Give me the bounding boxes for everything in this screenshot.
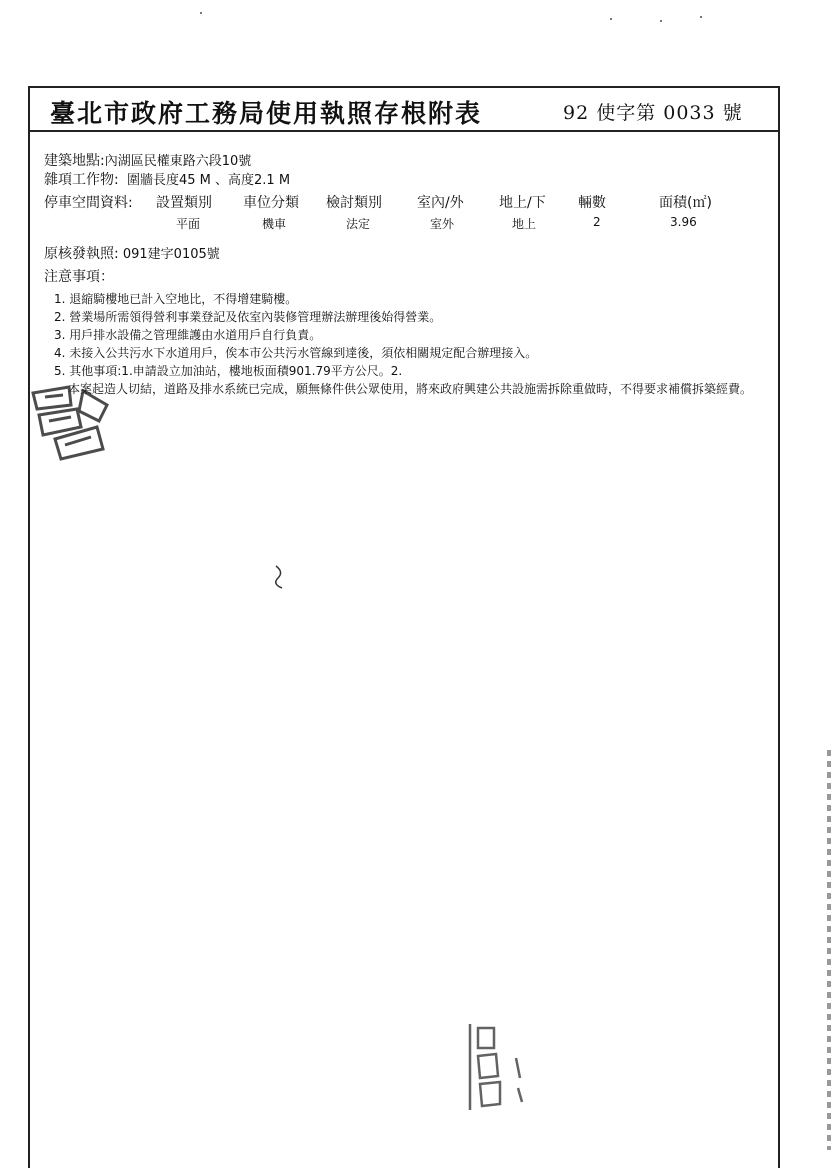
document-title: 臺北市政府工務局使用執照存根附表: [50, 99, 483, 128]
official-seal-stamp: [25, 375, 115, 465]
parking-header-cell: 車位分類: [243, 195, 299, 211]
scan-edge-mark: [827, 750, 831, 1150]
parking-value-cell: 2: [593, 215, 601, 229]
parking-value-cell: 平面: [176, 217, 201, 231]
original-permit-label: 原核發執照:: [44, 246, 119, 262]
site-value: 內湖區民權東路六段10號: [104, 154, 252, 169]
parking-header-cell: 檢討類別: [326, 195, 382, 211]
notes-list: [54, 290, 774, 398]
parking-header-cell: 地上/下: [499, 195, 546, 211]
site-label: 建築地點:: [44, 153, 105, 169]
note-item: 1. 退縮騎樓地已計入空地比，不得增建騎樓。: [54, 292, 298, 306]
parking-header-cell: 輛數: [578, 195, 606, 211]
note-item: 2. 營業場所需領得營利事業登記及依室內裝修管理辦法辦理後始得營業。: [54, 310, 442, 324]
parking-header-cell: 面積(㎡): [659, 195, 712, 211]
parking-value-cell: 地上: [512, 217, 537, 231]
site-row: [44, 150, 251, 170]
parking-header-cell: 設置類別: [156, 195, 212, 211]
permit-number: 92 使字第 0033 號: [563, 102, 743, 124]
scan-speck: [200, 12, 202, 14]
original-permit-row: [44, 243, 220, 263]
note-item: 3. 用戶排水設備之管理維護由水道用戶自行負責。: [54, 328, 322, 342]
scan-speck: [660, 20, 662, 22]
parking-value-cell: 室外: [430, 217, 455, 231]
parking-value-cell: 3.96: [670, 215, 697, 229]
misc-work-row: [44, 169, 290, 189]
header-rule: [28, 130, 778, 132]
scan-speck: [700, 16, 702, 18]
notes-title: 注意事項：: [44, 269, 114, 285]
parking-value-cell: 法定: [346, 217, 371, 231]
parking-value-cell: 機車: [262, 217, 287, 231]
official-seal-stamp: [456, 1018, 536, 1118]
misc-work-label: 雜項工作物:: [44, 172, 119, 188]
note-item: 4. 未接入公共污水下水道用戶，俟本市公共污水管線到達後，須依相關規定配合辦理接入。: [54, 346, 538, 360]
note-item: 5. 其他事項:1.申請設立加油站，樓地板面積901.79平方公尺。2.: [54, 364, 403, 378]
parking-header-cell: 室內/外: [417, 195, 464, 211]
parking-label: 停車空間資料:: [44, 195, 133, 211]
scan-mark: [270, 562, 290, 592]
scan-speck: [610, 18, 612, 20]
scan-specks: [0, 10, 840, 30]
original-permit-value: 091建字0105號: [122, 247, 220, 262]
misc-work-value: 圍牆長度45 M 、高度2.1 M: [126, 173, 291, 188]
note-item: 本案起造人切結，道路及排水系統已完成，願無條件供公眾使用，將來政府興建公共設施需拆除重做時，不得要求補償拆築經費。: [68, 382, 753, 396]
